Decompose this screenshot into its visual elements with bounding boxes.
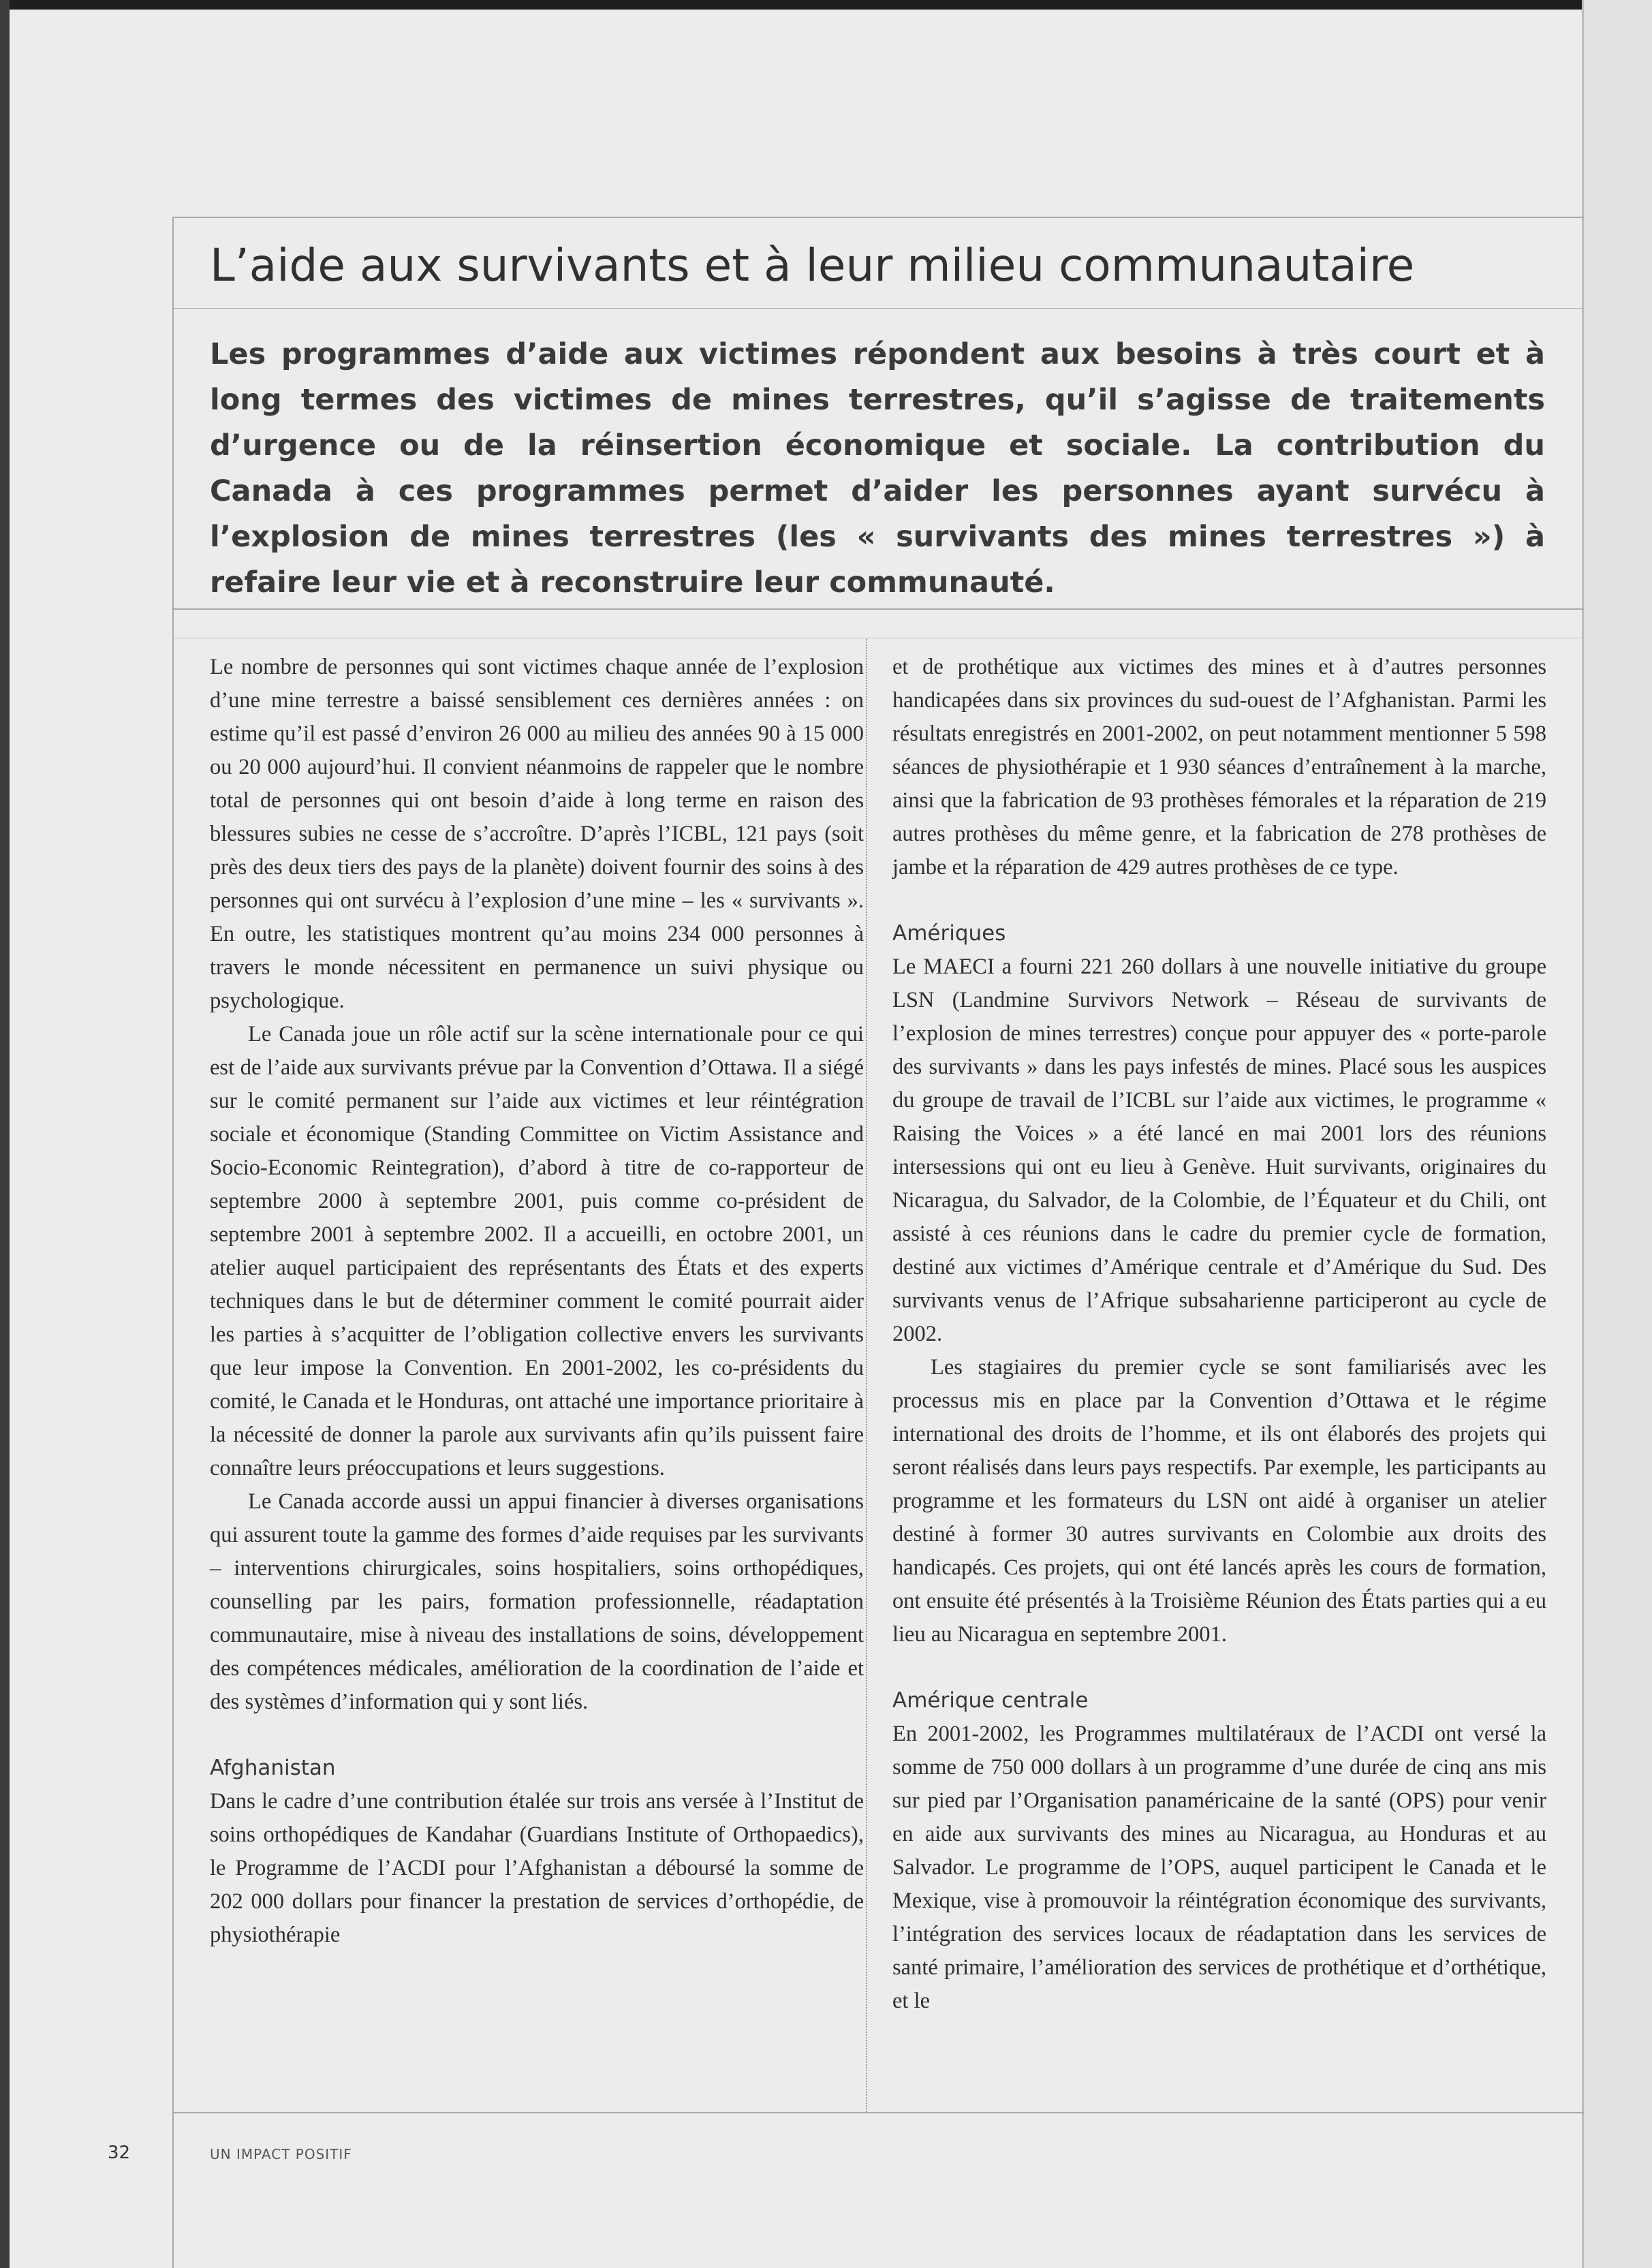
left-border bbox=[0, 0, 10, 2268]
margin-rule bbox=[172, 217, 174, 2268]
lede-bottom-rule bbox=[172, 608, 1584, 610]
title-bottom-rule bbox=[172, 308, 1584, 309]
footer-rule bbox=[172, 2112, 1584, 2113]
running-footer: UN IMPACT POSITIF bbox=[210, 2146, 352, 2162]
top-border bbox=[0, 0, 1652, 10]
title-top-rule bbox=[172, 217, 1584, 218]
body-paragraph: En 2001-2002, les Programmes multilatéraux de l’ACDI ont versé la somme de 750 000 dollars à un programme d’une durée de cinq ans mis sur pied par l’Organisation panaméricaine de la santé (OPS) pour venir en aide aux survivants des mines au Nicaragua, au Honduras et au Salvador. Le programme de l’OPS, auquel participent le Canada et le Mexique, vise à promouvoir la réintégration économique des survivants, l’intégration des services locaux de réadaptation dans les services de santé primaire, l’amélioration des services de prothétique et d’orthétique, et le bbox=[892, 1722, 1546, 2013]
right-column bbox=[892, 651, 1546, 2018]
body-paragraph: Le Canada joue un rôle actif sur la scène internationale pour ce qui est de l’aide aux survivants prévue par la Convention d’Ottawa. Il a siégé sur le comité permanent sur l’aide aux victimes et leur réintégration sociale et économique (Standing Committee on Victim Assistance and Socio-Economic Reintegration), d’abord à titre de co-rapporteur de septembre 2000 à septembre 2001, puis comme co-président de septembre 2001 à septembre 2002. Il a accueilli, en octobre 2001, un atelier auquel participaient des représentants des États et des experts techniques dans le but de déterminer comment le comité pourrait aider les parties à s’acquitter de l’obligation collective envers les survivants que leur impose la Convention. En 2001-2002, les co-présidents du comité, le Canada et le Honduras, ont attaché une importance prioritaire à la nécessité de donner la parole aux survivants afin qu’ils puissent faire connaître leurs préoccupations et leurs suggestions. bbox=[210, 1022, 864, 1480]
section-heading-amerique-centrale: Amérique centrale bbox=[892, 1688, 1089, 1713]
left-column bbox=[210, 651, 864, 1952]
body-paragraph: Dans le cadre d’une contribution étalée sur trois ans versée à l’Institut de soins orthopédiques de Kandahar (Guardians Institute of Orthopaedics), le Programme de l’ACDI pour l’Afghanistan a déboursé la somme de 202 000 dollars pour financer la prestation de services d’orthopédie, de physiothérapie bbox=[210, 1789, 864, 1947]
page-edge-strip bbox=[1582, 0, 1652, 2268]
body-paragraph: Le MAECI a fourni 221 260 dollars à une nouvelle initiative du groupe LSN (Landmine Survivors Network – Réseau de survivants de l’explosion de mines terrestres) conçue pour appuyer des « porte-parole des survivants » dans les pays infestés de mines. Placé sous les auspices du groupe de travail de l’ICBL sur l’aide aux victimes, le programme « Raising the Voices » a été lancé en mai 2001 lors des réunions intersessions qui ont eu lieu à Genève. Huit survivants, originaires du Nicaragua, du Salvador, de la Colombie, de l’Équateur et du Chili, ont assisté à ces réunions dans le cadre du premier cycle de formation, destiné aux victimes d’Amérique centrale et d’Amérique du Sud. Des survivants venus de l’Afrique subsaharienne participeront au cycle de 2002. bbox=[892, 954, 1546, 1346]
body-paragraph: Les stagiaires du premier cycle se sont familiarisés avec les processus mis en place par la Convention d’Ottawa et le régime international des droits de l’homme, et ils ont élaborés des projets qui seront réalisés dans leurs pays respectifs. Par exemple, les participants au programme et les formateurs du LSN ont aidé à organiser un atelier destiné à former 30 autres survivants en Colombie aux droits des handicapés. Ces projets, qui ont été lancés après les cours de formation, ont ensuite été présentés à la Troisième Réunion des États parties qui a eu lieu au Nicaragua en septembre 2001. bbox=[892, 1355, 1546, 1647]
column-divider bbox=[866, 639, 867, 2112]
body-paragraph: et de prothétique aux victimes des mines et à d’autres personnes handicapées dans six provinces du sud-ouest de l’Afghanistan. Parmi les résultats enregistrés en 2001-2002, on peut notamment mentionner 5 598 séances de physiothérapie et 1 930 séances d’entraînement à la marche, ainsi que la fabrication de 93 prothèses fémorales et la réparation de 219 autres prothèses du même genre, et la fabrication de 278 prothèses de jambe et la réparation de 429 autres prothèses de ce type. bbox=[892, 655, 1546, 880]
section-heading-afghanistan: Afghanistan bbox=[210, 1756, 336, 1780]
page-title: L’aide aux survivants et à leur milieu communautaire bbox=[210, 239, 1415, 292]
body-paragraph: Le nombre de personnes qui sont victimes chaque année de l’explosion d’une mine terrestre a baissé sensiblement ces dernières années : on estime qu’il est passé d’environ 26 000 au milieu des années 90 à 15 000 ou 20 000 aujourd’hui. Il convient néanmoins de rappeler que le nombre total de personnes qui ont besoin d’aide à long terme en raison des blessures subies ne cesse de s’accroître. D’après l’ICBL, 121 pays (soit près des deux tiers des pays de la planète) doivent fournir des soins à des personnes qui ont survécu à l’explosion d’une mine – les « survivants ». En outre, les statistiques montrent qu’au moins 234 000 personnes à travers le monde nécessitent en permanence un suivi physique ou psychologique. bbox=[210, 655, 864, 1013]
page-number: 32 bbox=[108, 2143, 131, 2163]
section-heading-ameriques: Amériques bbox=[892, 921, 1006, 946]
lede-paragraph: Les programmes d’aide aux victimes répondent aux besoins à très court et à long termes des victimes de mines terrestres, qu’il s’agisse de traitements d’urgence ou de la réinsertion économique et sociale. La contribution du Canada à ces programmes permet d’aider les personnes ayant survécu à l’explosion de mines terrestres (les « survivants des mines terrestres ») à refaire leur vie et à reconstruire leur communauté. bbox=[210, 337, 1545, 600]
body-paragraph: Le Canada accorde aussi un appui financier à diverses organisations qui assurent toute la gamme des formes d’aide requises par les survivants – interventions chirurgicales, soins hospitaliers, soins orthopédiques, counselling par les pairs, formation professionnelle, réadaptation communautaire, mise à niveau des installations de soins, développement des compétences médicales, amélioration de la coordination de l’aide et des systèmes d’information qui y sont liés. bbox=[210, 1489, 864, 1714]
